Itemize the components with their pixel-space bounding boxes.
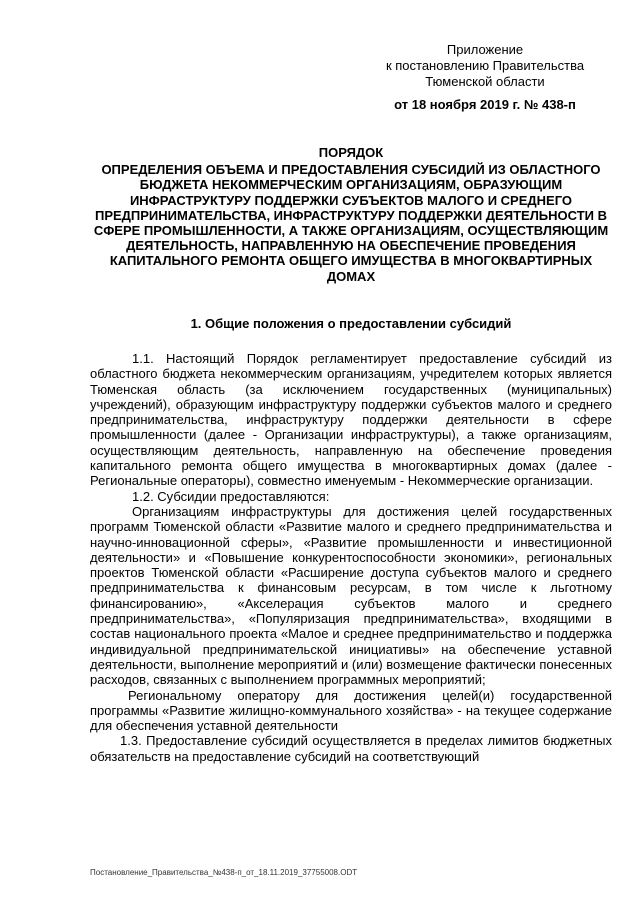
footer-filename: Постановление_Правительства_№438-п_от_18.11.2019_37755008.ODT bbox=[90, 868, 358, 877]
appendix-block bbox=[360, 42, 610, 113]
document-title bbox=[90, 145, 612, 284]
section-heading: 1. Общие положения о предоставлении субсидий bbox=[190, 316, 512, 331]
paragraph-1-3: 1.3. Предоставление субсидий осуществляется в пределах лимитов бюджетных обязательств на предоставление субсидий на соответствующий bbox=[90, 733, 612, 764]
appendix-label: Приложение bbox=[446, 42, 524, 57]
paragraph-1-2: 1.2. Субсидии предоставляются: bbox=[132, 488, 330, 504]
document-body bbox=[90, 351, 612, 764]
appendix-date: от 18 ноября 2019 г. № 438-п bbox=[394, 97, 576, 112]
paragraph-infrastructure: Организациям инфраструктуры для достижения целей государственных программ Тюменской области «Развитие малого и среднего предпринимательства и научно-инновационной сферы», «Развитие промышленности и инвестиционной деятельности» и «Повышение конкурентоспособности экономики», региональных проектов Тюменской области «Расширение доступа субъектов малого и среднего предпринимательства к финансовым ресурсам, в том числе к льготному финансированию», «Акселерация субъектов малого и среднего предпринимательства», «Популяризация предпринимательства», входящими в состав национального проекта «Малое и среднее предпринимательство и поддержка индивидуальной предпринимательской инициативы» на обеспечение уставной деятельности, выполнение мероприятий и (или) возмещение фактически понесенных расходов, связанных с выполнением программных мероприятий; bbox=[90, 503, 612, 688]
title-subject: ОПРЕДЕЛЕНИЯ ОБЪЕМА И ПРЕДОСТАВЛЕНИЯ СУБСИДИЙ ИЗ ОБЛАСТНОГО БЮДЖЕТА НЕКОММЕРЧЕСКИМ ОРГАНИЗАЦИЯМ, ОБРАЗУЮЩИМ ИНФРАСТРУКТУРУ ПОДДЕРЖКИ СУБЪЕКТОВ МАЛОГО И СРЕДНЕГО ПРЕДПРИНИМАТЕЛЬСТВА, ИНФРАСТРУКТУРУ ПОДДЕРЖКИ ДЕЯТЕЛЬНОСТИ В СФЕРЕ ПРОМЫШЛЕННОСТИ, А ТАКЖЕ ОРГАНИЗАЦИЯМ, ОСУЩЕСТВЛЯЮЩИМ ДЕЯТЕЛЬНОСТЬ, НАПРАВЛЕННУЮ НА ОБЕСПЕЧЕНИЕ ПРОВЕДЕНИЯ КАПИТАЛЬНОГО РЕМОНТА ОБЩЕГО ИМУЩЕСТВА В МНОГОКВАРТИРНЫХ ДОМАХ bbox=[93, 162, 609, 284]
title-word: ПОРЯДОК bbox=[318, 145, 384, 160]
paragraph-1-1: 1.1. Настоящий Порядок регламентирует предоставление субсидий из областного бюджета некоммерческим организациям, учредителем которых является Тюменская область (за исключением государственных (муниципальных) учреждений), образующим инфраструктуру поддержки субъектов малого и среднего предпринимательства, инфраструктуру поддержки деятельности в сфере промышленности (далее - Организации инфраструктуры), а также организациям, осуществляющим деятельность, направленную на обеспечение проведения капитального ремонта общего имущества в многоквартирных домах (далее - Региональные операторы), совместно именуемым - Некоммерческие организации. bbox=[90, 351, 612, 489]
paragraph-regional-operator: Региональному оператору для достижения целей(и) государственной программы «Развитие жилищно-коммунального хозяйства» - на текущее содержание для обеспечения уставной деятельности bbox=[90, 687, 612, 734]
appendix-resolution: к постановлению Правительства bbox=[385, 58, 585, 73]
appendix-region: Тюменской области bbox=[425, 74, 545, 89]
